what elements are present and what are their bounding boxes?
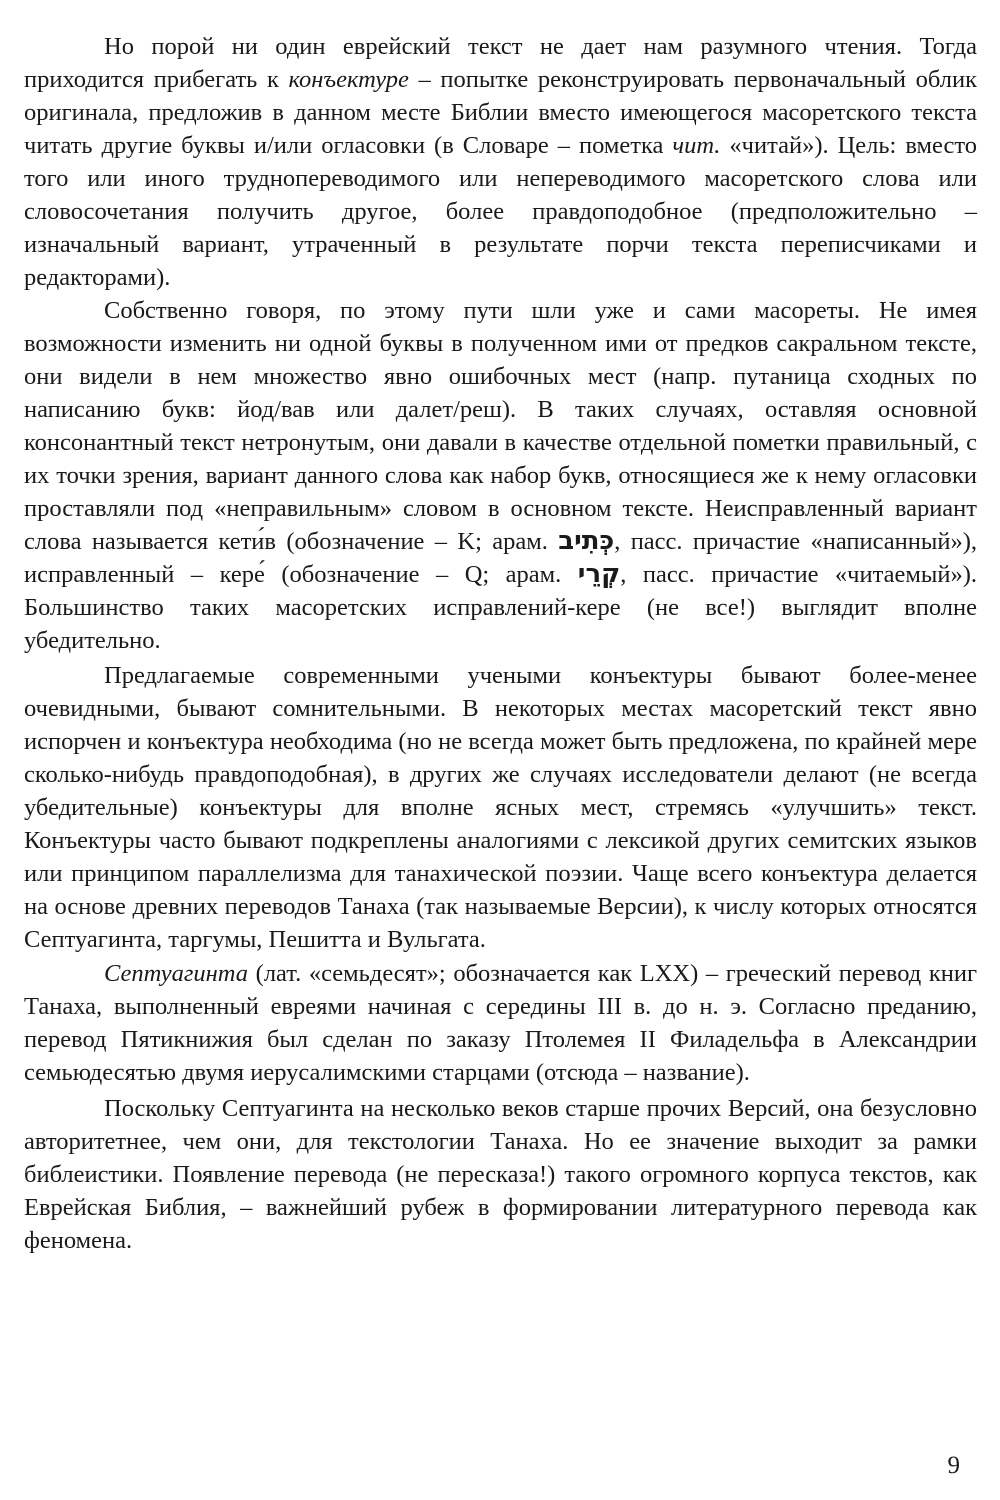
hebrew-qere: קְרֵי (577, 559, 621, 589)
paragraph-conjecture-intro (24, 30, 977, 294)
abbr-chit: чит. (672, 132, 721, 159)
text-run: Собственно говоря, по этому пути шли уже и сами масореты. Не имея возможности изменить ни одной буквы в полученном ими от предков сакральном тексте, они видели в нем множество явно ошибочных мест (напр. путаница сходных по написанию букв: йод/вав или далет/реш). В таких случаях, оставляя основной консонантный текст нетронутым, они давали в качестве отдельной пометки правильный, с их точки зрения, вариант данного слова как набор букв, относящиеся же к нему огласовки проставляли под «неправильным» словом в основном тексте. Неисправленный вариант слова называется кети́в (обозначение – K; арам. (24, 297, 977, 555)
book-page (24, 30, 977, 1470)
paragraph-modern-conjectures: Предлагаемые современными учеными конъектуры бывают более-менее очевидными, бывают сомнительными. В некоторых местах масоретский текст явно испорчен и конъектура необходима (но не всегда может быть предложена, по крайней мере сколько-нибудь правдоподобная), в других же случаях исследователи делают (не всегда убедительные) конъектуры для вполне ясных мест, стремясь «улучшить» текст. Конъектуры часто бывают подкреплены аналогиями с лексикой других семитских языков или принципом параллелизма для танахической поэзии. Чаще всего конъектура делается на основе древних переводов Танаха (так называемые Версии), к числу которых относятся Септуагинта, таргумы, Пешитта и Вульгата. (24, 662, 977, 953)
text-run: , пасс. причастие «читаемый»). Большинство таких масоретских исправлений-кере (не все!) выглядит вполне убедительно. (24, 561, 977, 654)
text-run: «читай»). Цель: вместо того или иного труднопереводимого или непереводимого масоретского слова или словосочетания получить другое, более правдоподобное (предположительно – изначальный вариант, утраченный в результате порчи текста переписчиками и редакторами). (24, 132, 977, 291)
term-septuagint: Септуагинта (104, 960, 249, 987)
paragraph-septuagint-definition (24, 957, 977, 1089)
paragraph-septuagint-importance: Поскольку Септуагинта на несколько веков старше прочих Версий, она безусловно авторитетнее, чем они, для текстологии Танаха. Но ее значение выходит за рамки библеистики. Появление перевода (не пересказа!) такого огромного корпуса текстов, как Еврейская Библия, – важнейший рубеж в формировании литературного перевода как феномена. (24, 1095, 977, 1254)
text-run: Но порой ни один еврейский текст не дает нам разумного чтения. Тогда приходится прибегать к (24, 33, 977, 93)
text-run: , пасс. причастие «написанный»), исправленный – кере́ (обозначение – Q; арам. (24, 528, 977, 588)
text-run: – попытке реконструировать первоначальный облик оригинала, предложив в данном месте Библии вместо имеющегося масоретского текста читать другие буквы и/или огласовки (в Словаре – пометка (24, 66, 978, 159)
term-conjecture: конъектуре (288, 66, 409, 93)
text-run: (лат. «семьдесят»; обозначается как LXX) – греческий перевод книг Танаха, выполненный евреями начиная с середины III в. до н. э. Согласно преданию, перевод Пятикнижия был сделан по заказу Птолемея II Филадельфа в Александрии семьюдесятью двумя иерусалимскими старцами (отсюда – название). (24, 960, 977, 1086)
paragraph-masoretes (24, 294, 977, 657)
hebrew-ketiv: כְּתִיב (558, 526, 615, 556)
page-number: 9 (947, 1452, 960, 1479)
